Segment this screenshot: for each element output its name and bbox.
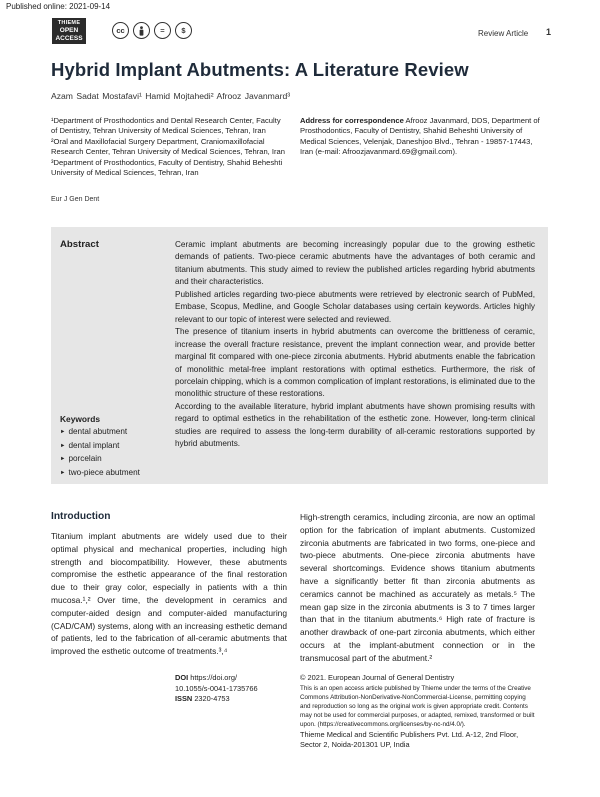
keywords-list	[60, 426, 140, 480]
article-title: Hybrid Implant Abutments: A Literature Review	[51, 59, 469, 80]
issn-label: ISSN	[175, 694, 193, 704]
correspondence-text: Afrooz Javanmard, DDS, Department of Prosthodontics, Faculty of Dentistry, Shahid Beheshti University of Medical Sciences, Velenjak, Daneshjoo Blvd., Tehran - 19857-17443, Iran (e-mail: Afroozjavanmard.69@gmail.com).	[300, 116, 540, 157]
by-icon	[133, 22, 150, 39]
abstract-paragraph: The presence of titanium inserts in hybrid abutments can overcome the brittleness of ceramic, increase the overall fracture resistance, prevent the implant connection wear, and provide better marginal fit compared with one-piece zirconia abutments. Hybrid abutments enable the fabrication of monolithic metal-free implant restorations with optimal esthetics. Furthermore, the risk of porcelain chipping, which is a common complication of implant restorations, is eliminated due to the monolithic structure of these restorations.	[175, 327, 535, 399]
nc-icon: $	[175, 22, 192, 39]
doi-block	[175, 673, 258, 705]
keyword-item: ► two-piece abutment	[60, 467, 140, 481]
abstract-paragraph: Published articles regarding two-piece abutments were retrieved by electronic search of PubMed, Embase, Scopus, Medline, and Google Scholar databases using certain keywords. Articles highly relevant to our topic of interest were selected and reviewed.	[175, 289, 535, 324]
correspondence	[300, 116, 545, 158]
keyword-item: ► dental implant	[60, 440, 140, 454]
affiliation-2: ²Oral and Maxillofacial Surgery Department, Craniomaxillofacial Research Center, Tehran University of Medical Sciences, Tehran, Iran	[51, 136, 285, 157]
publisher-address: Thieme Medical and Scientific Publishers Pvt. Ltd. A-12, 2nd Floor, Sector 2, Noida-201301 UP, India	[300, 729, 519, 750]
abstract-text	[175, 239, 535, 451]
doi-label: DOI	[175, 673, 189, 682]
introduction-left-column	[51, 530, 287, 658]
oa-badge-top: THIEME	[57, 20, 81, 26]
abstract-paragraph: Ceramic implant abutments are becoming increasingly popular due to the growing esthetic demands of patients. Two-piece ceramic abutments have the advantages of both ceramic and titanium abutments. This study aimed to review the published articles regarding hybrid abutments and their characteristics.	[175, 240, 535, 287]
issn-value: 2320-4753	[194, 694, 230, 704]
oa-badge-line2: ACCESS	[55, 35, 83, 42]
article-type: Review Article	[478, 29, 529, 38]
introduction-heading: Introduction	[51, 511, 111, 522]
abstract-heading: Abstract	[60, 239, 99, 250]
introduction-right-column	[300, 511, 535, 665]
doi-link[interactable]: https://doi.org/	[190, 673, 238, 682]
keywords-heading: Keywords	[60, 414, 101, 424]
affiliation-3: ³Department of Prosthodontics, Faculty of Dentistry, Shahid Beheshti University of Medical Sciences, Tehran, Iran	[51, 157, 283, 178]
abstract-paragraph: According to the available literature, hybrid implant abutments have shown promising results with regard to optimal esthetics in the rehabilitation of the esthetic zone. However, long-term clinical studies are required to assess the long-term durability of all-ceramic restorations supported by hybrid abutments.	[175, 401, 535, 449]
cc-icon: cc	[112, 22, 129, 39]
doi-number: 10.1055/s-0041-1735766	[175, 683, 258, 693]
copyright-line: © 2021. European Journal of General Dentistry	[300, 673, 455, 682]
journal-abbrev: Eur J Gen Dent	[51, 196, 100, 203]
introduction-paragraph: Titanium implant abutments are widely used due to their optimal physical and mechanical properties, including high strength and biocompatibility. However, these abutments compromise the esthetic appearance of the final restoration due to their gray color, especially in patients with a thin mucosa.¹,² Over time, the development in ceramics and computer-aided design and computer-aided manufacturing (CAD/CAM) systems, along with an increasing esthetic demand of patients, led to the fabrication of all-ceramic abutments that improved the esthetic outcome of treatments.³,⁴	[51, 531, 287, 657]
page-number: 1	[546, 27, 552, 37]
copyright-block	[300, 673, 536, 751]
correspondence-label: Address for correspondence	[300, 116, 404, 125]
license-icons	[112, 22, 192, 39]
keyword-item: ► porcelain	[60, 453, 140, 467]
license-text: This is an open access article published by Thieme under the terms of the Creative Commons Attribution-NonDerivative-NonCommercial-License, permitting copying and reproduction so long as the original work is given appropriate credit. Contents may not be used for commercial purposes, or adapted, remixed, transformed or built upon. (https://creativecommons.org/licenses/by-nc-nd/4.0/).	[300, 684, 535, 729]
affiliation-1: ¹Department of Prosthodontics and Dental Research Center, Faculty of Dentistry, Tehran University of Medical Sciences, Tehran, Iran	[51, 116, 281, 136]
introduction-paragraph: High-strength ceramics, including zirconia, are now an optimal option for the fabrication of implant abutments. Customized zirconia abutments are fabricated in two forms, one-piece and two-piece abutments. One-piece zirconia abutments have several shortcomings. Evidence shows titanium abutments have a significantly better fit than zirconia abutments as ceramics cannot be machined as accurately as metals.⁵ The mean gap size in the zirconia abutments is 3 to 7 times larger than that in the titanium abutments.⁶ High rate of fracture is another drawback of one-part zirconia abutments, which either occurs at the implant-abutment connection or in the transmucosal part of the abutment.²	[300, 512, 535, 663]
keyword-item: ► dental abutment	[60, 426, 140, 440]
open-access-logo	[52, 18, 86, 44]
oa-badge-line1: OPEN	[59, 27, 79, 34]
authors: Azam Sadat Mostafavi¹ Hamid Mojtahedi² Afrooz Javanmard³	[51, 91, 291, 101]
affiliations	[51, 116, 286, 178]
published-date: Published online: 2021-09-14	[6, 2, 111, 11]
nd-icon: =	[154, 22, 171, 39]
